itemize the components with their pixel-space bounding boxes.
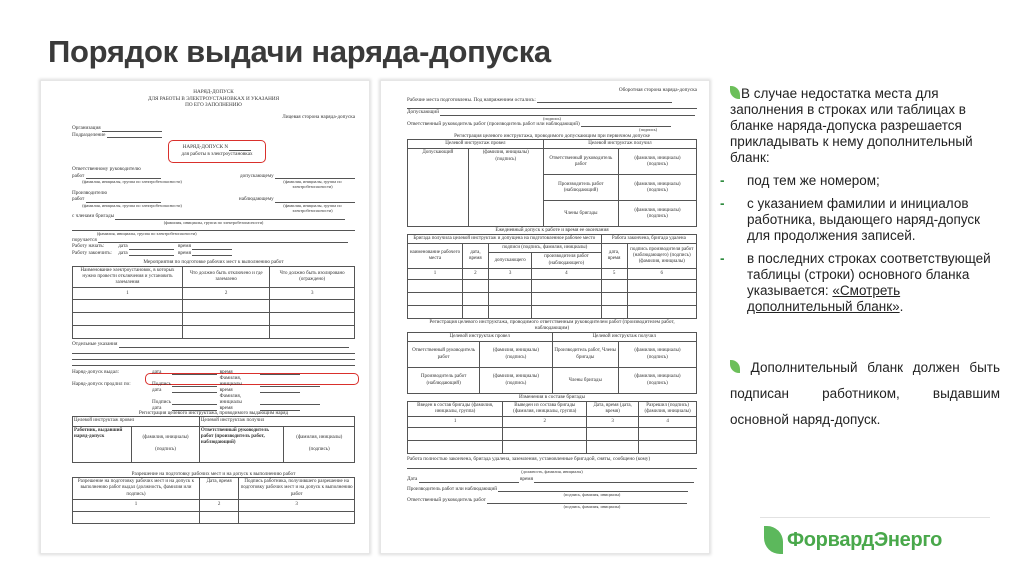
table-cell bbox=[408, 279, 463, 292]
form-text bbox=[407, 497, 697, 504]
primary-briefing-table bbox=[407, 139, 697, 227]
producer-label: Производителю bbox=[72, 189, 108, 196]
form-text bbox=[73, 478, 355, 524]
table-cell bbox=[462, 305, 488, 318]
table-row bbox=[408, 332, 697, 341]
leaf-bullet-icon bbox=[730, 86, 740, 99]
form-text: допускающему bbox=[240, 172, 274, 179]
table-cell: Целевой инструктаж провел bbox=[408, 332, 553, 341]
form-text: время bbox=[219, 368, 233, 375]
table-cell: Дата, время (дата, время) bbox=[587, 401, 639, 417]
form-text: Ответственный руководитель работ bbox=[407, 497, 486, 504]
form-text: (фамилия, инициалы) bbox=[492, 374, 539, 380]
section-title: Регистрация целевого инструктажа, проводимого выдающим наряд bbox=[138, 409, 289, 416]
form-text: Работу начать: bbox=[72, 243, 105, 250]
table-row bbox=[408, 305, 697, 318]
table-cell: дата, время bbox=[462, 244, 488, 269]
table-cell: Целевой инструктаж провел bbox=[73, 417, 200, 426]
form-text: (фамилия, инициалы, группа по электробезопасности) bbox=[283, 179, 342, 190]
table-row bbox=[73, 288, 355, 300]
table-cell: Разрешение на подготовку рабочих мест и на допуск к выполнению работ выдал (должность, фамилия или подпись) bbox=[73, 478, 200, 500]
table-cell: 2 bbox=[503, 417, 587, 428]
table-cell: наименование рабочего места bbox=[408, 244, 463, 269]
form-text bbox=[152, 369, 320, 411]
table-cell bbox=[587, 428, 639, 441]
table-cell bbox=[408, 305, 463, 318]
table-cell: Подпись работника, получившего разрешение на подготовку рабочих мест и на допуск к выполнению работ bbox=[239, 478, 355, 500]
see-extra-form-text: «Смотреть дополнительный бланк» bbox=[747, 283, 901, 314]
form-text: Дата bbox=[407, 476, 418, 483]
divider bbox=[760, 517, 990, 518]
crew-changes-table bbox=[407, 401, 697, 455]
table-cell bbox=[601, 305, 627, 318]
table-cell bbox=[408, 441, 503, 454]
table-cell bbox=[639, 428, 697, 441]
table-cell: Дата, время bbox=[199, 478, 238, 500]
table-cell: Выведен из состава бригады (фамилия, инициалы, группа) bbox=[503, 401, 587, 417]
table-cell bbox=[73, 300, 183, 313]
table-cell bbox=[182, 313, 269, 326]
form-text: время bbox=[519, 476, 533, 483]
form-text: Работа полностью закончена, бригада удалена, заземления, установленные бригадой, сняты, сообщено (кому) bbox=[407, 456, 651, 463]
table-cell: Наименование электроустановок, в которых нужно провести отключения и установить заземления bbox=[73, 266, 183, 288]
list-item bbox=[720, 173, 1000, 189]
resp-label: Ответственному руководителю bbox=[72, 166, 141, 172]
leaf-lightning-icon bbox=[764, 526, 783, 554]
table-cell bbox=[408, 428, 503, 441]
form-text: (подпись) bbox=[647, 161, 668, 167]
table-cell bbox=[182, 326, 269, 339]
table-cell: подпись производителя работ (наблюдающего) (подпись) (фамилия, инициалы) bbox=[627, 244, 696, 269]
table-row bbox=[408, 428, 697, 441]
form-text: (фамилия, инициалы, группа по электробезопасности) bbox=[82, 179, 182, 184]
section-title: Изменения в составе бригады bbox=[519, 394, 585, 401]
slide-title: Порядок выдачи наряда-допуска bbox=[48, 34, 551, 69]
form-text bbox=[408, 140, 697, 227]
table-cell: Введен в состав бригады (фамилия, инициалы, группа) bbox=[408, 401, 503, 417]
table-cell: 1 bbox=[408, 417, 503, 428]
table-row bbox=[73, 511, 355, 523]
table-row bbox=[73, 499, 355, 511]
table-row bbox=[73, 417, 355, 426]
form-text bbox=[229, 146, 251, 151]
list-item bbox=[720, 251, 1000, 315]
form-text: (подпись) bbox=[495, 156, 517, 162]
form-text: Наряд-допуск продлил по: bbox=[72, 380, 131, 387]
form-text: (подпись) bbox=[308, 447, 330, 453]
form-text: (фамилия, инициалы) bbox=[296, 434, 343, 440]
table-cell: Бригада получила целевой инструктаж и допущена на подготовленное рабочее место bbox=[408, 234, 602, 243]
table-cell bbox=[601, 292, 627, 305]
doc-heading: НАРЯД-ДОПУСК bbox=[193, 89, 234, 95]
form-text: (подпись) bbox=[647, 354, 668, 360]
table-cell bbox=[73, 313, 183, 326]
form-text: время bbox=[219, 404, 233, 411]
note-intro: В случае недостатка места для заполнения в строках или таблицах в бланке наряда-допуска разрешается прикладывать к нему дополнительный бланк: bbox=[730, 86, 973, 165]
form-text: (фамилия, инициалы) bbox=[634, 374, 681, 380]
form-text: время bbox=[177, 243, 191, 250]
table-cell bbox=[462, 279, 488, 292]
form-text: Фамилия, инициалы bbox=[219, 392, 242, 405]
table-cell: 2 bbox=[182, 288, 269, 300]
table-cell: производителя работ (наблюдающего) bbox=[532, 253, 601, 269]
org-label: Организация bbox=[72, 125, 101, 131]
form-text bbox=[72, 203, 355, 214]
table-cell bbox=[408, 292, 463, 305]
form-text: (должность, фамилия, инициалы) bbox=[521, 468, 583, 474]
daily-admission-table bbox=[407, 234, 697, 319]
table-cell: 3 bbox=[239, 499, 355, 511]
form-text bbox=[72, 179, 355, 190]
doc-heading: ДЛЯ РАБОТЫ В ЭЛЕКТРОУСТАНОВКАХ И УКАЗАНИЯ bbox=[147, 95, 280, 102]
table-cell bbox=[627, 292, 696, 305]
table-cell bbox=[532, 305, 601, 318]
form-text: Дополнительный бланк должен быть подписан работником, выдавшим основной наряд-допуск. bbox=[730, 360, 1000, 427]
table-cell bbox=[462, 292, 488, 305]
form-text: Производитель работ или наблюдающий bbox=[407, 485, 498, 492]
form-text bbox=[102, 127, 162, 132]
table-cell bbox=[601, 279, 627, 292]
form-text: работ bbox=[72, 172, 85, 179]
table-cell: Члены бригады bbox=[543, 201, 618, 227]
form-text: (подпись) bbox=[155, 447, 176, 453]
table-cell bbox=[627, 305, 696, 318]
table-cell bbox=[73, 326, 183, 339]
form-text bbox=[73, 266, 355, 339]
table-row bbox=[408, 268, 697, 279]
section-title: Ежедневный допуск к работе и время ее окончания bbox=[495, 227, 609, 234]
form-text: Подпись bbox=[152, 380, 172, 387]
form-text bbox=[408, 332, 697, 393]
table-cell: 6 bbox=[627, 268, 696, 279]
form-text: (подпись, фамилия, инициалы) bbox=[563, 503, 621, 509]
table-cell: 3 bbox=[587, 417, 639, 428]
table-row bbox=[408, 401, 697, 417]
form-text: (подпись) bbox=[639, 127, 657, 133]
form-text bbox=[581, 122, 671, 127]
table-row bbox=[408, 140, 697, 149]
form-text: Наряд-допуск выдал: bbox=[72, 368, 120, 375]
table-cell bbox=[270, 300, 355, 313]
form-text bbox=[72, 132, 355, 139]
table-row bbox=[73, 313, 355, 326]
table-cell: 2 bbox=[199, 499, 238, 511]
form-text bbox=[107, 133, 162, 138]
form-text bbox=[537, 98, 672, 103]
form-text: (фамилия, инициалы) bbox=[482, 150, 529, 156]
form-text: (фамилия, инициалы, группа по электробезопасности) bbox=[82, 202, 182, 208]
table-cell: Ответственный руководитель работ bbox=[408, 342, 480, 368]
form-text: (подпись) bbox=[647, 380, 668, 386]
table-cell bbox=[618, 342, 696, 368]
form-text bbox=[129, 245, 174, 250]
form-text: (фамилия, инициалы) bbox=[634, 207, 681, 213]
table-cell: Работа закончена, бригада удалена bbox=[601, 234, 696, 243]
side-label: Оборотная сторона наряда-допуска bbox=[618, 87, 697, 93]
table-cell bbox=[284, 426, 355, 462]
form-text: (фамилия, инициалы, группа по электробезопасности) bbox=[283, 202, 342, 214]
list-item bbox=[720, 196, 1000, 244]
table-cell: Ответственный руководитель работ (производитель работ, наблюдающий) bbox=[199, 426, 284, 462]
section-title: Разрешение на подготовку рабочих мест и на допуск к выполнению работ bbox=[131, 470, 296, 477]
table-cell: допускающего bbox=[488, 253, 531, 269]
table-row bbox=[408, 417, 697, 428]
form-text: время bbox=[177, 249, 191, 256]
table-cell bbox=[270, 326, 355, 339]
form-text bbox=[72, 213, 355, 220]
dept-label: Подразделение bbox=[72, 131, 106, 138]
table-cell bbox=[639, 441, 697, 454]
form-text: (подпись) bbox=[505, 380, 527, 386]
table-cell: 2 bbox=[462, 268, 488, 279]
table-cell: Целевой инструктаж получил bbox=[543, 140, 696, 149]
table-cell bbox=[488, 279, 531, 292]
form-text: в последних строках соответствующей таблицы (строки) основного бланка указывается: bbox=[747, 251, 991, 298]
measures-table bbox=[72, 266, 355, 340]
table-cell: Производитель работ (наблюдающий) bbox=[408, 368, 480, 394]
form-text bbox=[407, 109, 697, 116]
doc-heading: ПО ЕГО ЗАПОЛНЕНИЮ bbox=[185, 102, 242, 108]
table-cell: 1 bbox=[73, 499, 200, 511]
form-text: (фамилия, инициалы) bbox=[492, 348, 539, 354]
permission-table bbox=[72, 477, 355, 524]
form-text bbox=[72, 368, 355, 411]
form-text: Ответственный руководитель работ (производитель работ или наблюдающий) bbox=[407, 120, 580, 127]
table-row bbox=[408, 244, 697, 253]
form-text: (фамилия, инициалы) bbox=[634, 348, 681, 354]
form-text: - bbox=[720, 173, 725, 188]
table-cell bbox=[132, 426, 200, 462]
form-text bbox=[408, 401, 697, 454]
form-text bbox=[192, 245, 232, 250]
form-text: дата bbox=[152, 368, 162, 375]
form-text bbox=[192, 251, 232, 256]
table-cell: подписи (подпись, фамилия, инициалы) bbox=[488, 244, 601, 253]
table-cell bbox=[532, 292, 601, 305]
form-text: Отдельные указания bbox=[72, 341, 118, 348]
table-cell bbox=[503, 428, 587, 441]
table-cell: 3 bbox=[270, 288, 355, 300]
table-cell bbox=[488, 292, 531, 305]
form-text: наблюдающему bbox=[238, 196, 274, 203]
permit-number-highlight bbox=[168, 140, 266, 163]
form-text bbox=[119, 343, 349, 348]
form-text: работ bbox=[72, 196, 85, 203]
briefing-table bbox=[72, 416, 355, 462]
form-text: дата bbox=[118, 243, 128, 250]
form-text bbox=[73, 417, 355, 462]
form-text: ФорвардЭнерго bbox=[787, 528, 943, 551]
table-cell: Ответственный руководитель работ bbox=[543, 149, 618, 175]
form-text bbox=[152, 405, 320, 411]
form-text bbox=[730, 86, 1000, 166]
form-text: Рабочие места подготовлены. Под напряжением остались: bbox=[407, 96, 536, 103]
form-text bbox=[152, 393, 320, 405]
table-cell bbox=[618, 368, 696, 394]
form-text: - bbox=[720, 251, 725, 266]
form-text bbox=[407, 476, 697, 483]
form-text bbox=[129, 251, 174, 256]
form-text bbox=[72, 341, 355, 348]
work-permit-front-page bbox=[40, 80, 370, 554]
table-cell bbox=[488, 305, 531, 318]
table-cell: 1 bbox=[73, 288, 183, 300]
table-row bbox=[408, 342, 697, 368]
form-text: (фамилия, инициалы) bbox=[634, 155, 681, 161]
responsible-briefing-table bbox=[407, 332, 697, 394]
form-text bbox=[172, 144, 262, 151]
form-text: поручается bbox=[72, 236, 97, 243]
table-cell: Целевой инструктаж провел bbox=[408, 140, 544, 149]
form-text bbox=[408, 234, 697, 318]
table-cell bbox=[270, 313, 355, 326]
form-text: (фамилия, инициалы) bbox=[634, 181, 681, 187]
table-row bbox=[408, 279, 697, 292]
work-permit-back-page bbox=[380, 80, 710, 554]
form-text: Работу закончить: bbox=[72, 249, 112, 256]
section-title: Регистрация целевого инструктажа, проводимого ответственным руководителем работ (производителем работ, наблюдающим) bbox=[429, 318, 675, 332]
table-cell: Производитель работ, Члены бригады bbox=[552, 342, 618, 368]
table-row bbox=[73, 426, 355, 462]
table-cell bbox=[239, 511, 355, 523]
form-text bbox=[407, 97, 697, 104]
table-cell: Что должно быть отключено и где заземлено bbox=[182, 266, 269, 288]
form-text: (фамилия, инициалы, группа по электробезопасности) bbox=[97, 231, 197, 237]
table-cell bbox=[182, 300, 269, 313]
form-text: (фамилия, инициалы) bbox=[142, 434, 189, 440]
note-second bbox=[730, 355, 1000, 433]
company-logo bbox=[764, 526, 942, 554]
table-cell: Работник, выдавший наряд-допуск bbox=[73, 426, 132, 462]
table-cell: 1 bbox=[408, 268, 463, 279]
table-cell: Целевой инструктаж получил bbox=[199, 417, 354, 426]
form-text bbox=[534, 478, 694, 483]
table-cell bbox=[532, 279, 601, 292]
form-text: (подпись) bbox=[543, 115, 561, 121]
form-text bbox=[172, 406, 217, 411]
table-row bbox=[73, 326, 355, 339]
table-cell bbox=[618, 201, 696, 227]
section-title: Регистрация целевого инструктажа, проводимого допускающим при первичном допуске bbox=[454, 132, 650, 139]
form-text: с указанием фамилии и инициалов работника, выдающего наряд-допуск для продолжения записей. bbox=[747, 196, 981, 243]
table-cell bbox=[503, 441, 587, 454]
form-text: Фамилия, инициалы bbox=[219, 374, 242, 387]
table-cell bbox=[199, 511, 238, 523]
side-label: Лицевая сторона наряда-допуска bbox=[282, 113, 355, 120]
form-text: - bbox=[720, 196, 725, 211]
leaf-bullet-icon bbox=[730, 360, 740, 373]
section-title: Мероприятия по подготовке рабочих мест к выполнению работ bbox=[143, 259, 284, 266]
notes-panel bbox=[720, 86, 1000, 433]
form-text: (подпись) bbox=[647, 187, 668, 193]
table-cell: 3 bbox=[488, 268, 531, 279]
form-text: Подпись bbox=[152, 398, 172, 405]
form-text bbox=[419, 478, 519, 483]
table-cell: Члены бригады bbox=[552, 368, 618, 394]
form-text bbox=[72, 250, 355, 257]
table-cell: дата, время bbox=[601, 244, 627, 269]
table-row bbox=[408, 368, 697, 394]
form-text: (фамилия, инициалы, группа по электробезопасности) bbox=[163, 219, 264, 225]
table-cell bbox=[618, 149, 696, 175]
table-cell bbox=[73, 511, 200, 523]
form-text: (подпись, фамилия, инициалы) bbox=[563, 492, 621, 498]
table-row bbox=[73, 266, 355, 288]
table-cell: Целевой инструктаж получил bbox=[552, 332, 697, 341]
table-cell: 4 bbox=[532, 268, 601, 279]
form-text: НАРЯД-ДОПУСК N bbox=[182, 144, 229, 150]
form-text bbox=[407, 486, 697, 493]
table-row bbox=[73, 300, 355, 313]
table-cell bbox=[587, 441, 639, 454]
form-text: (подпись) bbox=[505, 354, 527, 360]
form-text: дата bbox=[152, 386, 162, 393]
form-text bbox=[152, 375, 320, 387]
form-text bbox=[72, 360, 355, 366]
table-row bbox=[408, 441, 697, 454]
form-text: . bbox=[899, 299, 904, 314]
table-cell bbox=[480, 342, 552, 368]
table-row bbox=[73, 478, 355, 500]
table-cell: Что должно быть изолировано (ограждено) bbox=[270, 266, 355, 288]
table-cell: 5 bbox=[601, 268, 627, 279]
form-text bbox=[440, 111, 695, 116]
form-text bbox=[260, 406, 300, 411]
form-text: под тем же номером; bbox=[747, 173, 880, 188]
form-text: дата bbox=[152, 404, 162, 411]
table-cell: Разрешил (подпись) (фамилия, инициалы) bbox=[639, 401, 697, 417]
form-text: с членами бригады bbox=[72, 213, 115, 220]
table-cell bbox=[468, 149, 543, 227]
table-cell bbox=[480, 368, 552, 394]
form-text: дата bbox=[118, 249, 128, 256]
form-text: (подпись) bbox=[647, 213, 668, 219]
table-row bbox=[408, 149, 697, 175]
form-text: для работы в электроустановках bbox=[181, 150, 253, 157]
form-text: время bbox=[219, 386, 233, 393]
table-cell: Производитель работ (наблюдающий) bbox=[543, 175, 618, 201]
table-cell: Допускающий bbox=[408, 149, 469, 227]
table-cell: 4 bbox=[639, 417, 697, 428]
table-row bbox=[408, 292, 697, 305]
form-text: Допускающий bbox=[407, 109, 439, 115]
table-cell bbox=[618, 175, 696, 201]
table-cell bbox=[627, 279, 696, 292]
table-row bbox=[408, 234, 697, 243]
